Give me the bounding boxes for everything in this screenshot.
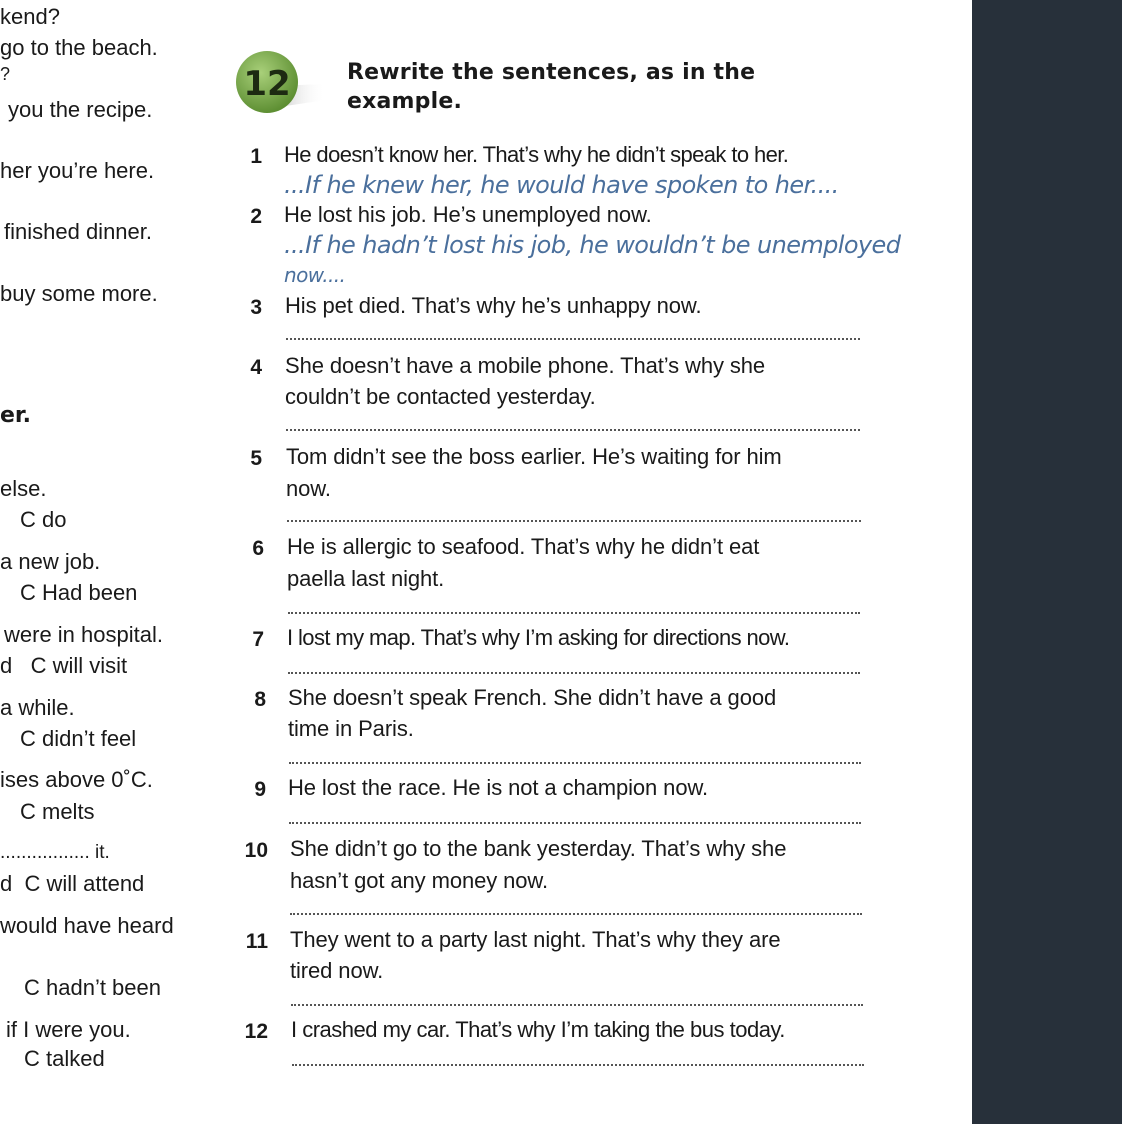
item-sentence-continued: time in Paris. xyxy=(288,716,414,741)
answer-line[interactable] xyxy=(286,429,860,431)
left-line: would have heard xyxy=(0,913,174,938)
item-number: 2 xyxy=(250,205,262,228)
item-number: 9 xyxy=(254,778,266,801)
left-option: C hadn’t been xyxy=(24,975,161,1000)
instructions-line: example. xyxy=(347,89,463,114)
left-option: d C will attend xyxy=(0,871,145,896)
answer-line[interactable] xyxy=(287,520,861,522)
item-sentence: Tom didn’t see the boss earlier. He’s waiting for him xyxy=(286,444,782,469)
left-line: were in hospital. xyxy=(4,622,163,647)
dark-background-margin xyxy=(972,0,1122,1124)
item-sentence-continued: couldn’t be contacted yesterday. xyxy=(285,384,596,409)
item-number: 1 xyxy=(250,145,262,168)
item-sentence-continued: hasn’t got any money now. xyxy=(290,868,548,893)
left-line: go to the beach. xyxy=(0,35,158,60)
left-line: else. xyxy=(0,476,47,501)
item-number: 4 xyxy=(250,356,262,379)
left-line: a while. xyxy=(0,695,75,720)
item-sentence-continued: paella last night. xyxy=(287,566,445,591)
answer-line[interactable] xyxy=(288,612,860,614)
instructions-line: Rewrite the sentences, as in the xyxy=(347,60,756,85)
item-sentence: I lost my map. That’s why I’m asking for directions now. xyxy=(287,625,790,650)
item-number: 6 xyxy=(252,537,264,560)
left-option: C melts xyxy=(20,799,95,824)
item-sentence: He doesn’t know her. That’s why he didn’t speak to her. xyxy=(284,142,789,167)
left-option: C talked xyxy=(24,1046,105,1071)
item-number: 7 xyxy=(252,628,264,651)
exercise-number-badge xyxy=(232,46,326,118)
item-sentence-continued: tired now. xyxy=(290,958,384,983)
item-number: 10 xyxy=(244,839,268,862)
left-option: C didn’t feel xyxy=(20,726,137,751)
left-line: if I were you. xyxy=(6,1017,131,1042)
item-sentence: She didn’t go to the bank yesterday. That’s why she xyxy=(290,836,787,861)
answer-line[interactable] xyxy=(286,338,860,340)
item-sentence-continued: now. xyxy=(286,476,331,501)
item-sentence: He lost the race. He is not a champion now. xyxy=(288,775,709,800)
answer-line[interactable] xyxy=(288,672,860,674)
left-heading-fragment: er. xyxy=(0,403,31,428)
answer-line[interactable] xyxy=(289,822,861,824)
item-number: 12 xyxy=(244,1020,268,1043)
left-line: a new job. xyxy=(0,549,101,574)
answer-line[interactable] xyxy=(291,1004,863,1006)
left-line: you the recipe. xyxy=(8,97,153,122)
item-number: 5 xyxy=(250,447,262,470)
item-sentence: They went to a party last night. That’s why they are xyxy=(290,927,781,952)
left-option: d C will visit xyxy=(0,653,128,678)
item-sentence: I crashed my car. That’s why I’m taking the bus today. xyxy=(291,1017,785,1042)
left-line: her you’re here. xyxy=(0,158,155,183)
item-sentence: He is allergic to seafood. That’s why he didn’t eat xyxy=(287,534,760,559)
answer-line[interactable] xyxy=(289,762,861,764)
item-sentence: She doesn’t have a mobile phone. That’s why she xyxy=(285,353,766,378)
left-line: buy some more. xyxy=(0,281,158,306)
left-line: ises above 0˚C. xyxy=(0,767,153,792)
left-line: ................. it. xyxy=(0,842,110,863)
answer-line[interactable] xyxy=(292,1064,864,1066)
item-sentence: She doesn’t speak French. She didn’t have a good xyxy=(288,685,777,710)
exercise-instructions xyxy=(347,58,755,116)
left-option: C do xyxy=(20,507,67,532)
left-line: kend? xyxy=(0,4,60,29)
exercise-number: 12 xyxy=(243,64,291,104)
item-sentence: He lost his job. He’s unemployed now. xyxy=(284,202,652,227)
example-answer: ...If he knew her, he would have spoken to her.... xyxy=(284,171,839,199)
item-number: 3 xyxy=(250,296,262,319)
example-answer-continued: now.... xyxy=(284,263,346,287)
item-number: 8 xyxy=(254,688,266,711)
item-sentence: His pet died. That’s why he’s unhappy now. xyxy=(285,293,702,318)
example-answer: ...If he hadn’t lost his job, he wouldn’t be unemployed xyxy=(284,231,901,259)
left-line: finished dinner. xyxy=(4,219,152,244)
left-line: ? xyxy=(0,64,11,84)
answer-line[interactable] xyxy=(290,913,862,915)
item-number: 11 xyxy=(245,930,268,953)
left-option: C Had been xyxy=(20,580,138,605)
